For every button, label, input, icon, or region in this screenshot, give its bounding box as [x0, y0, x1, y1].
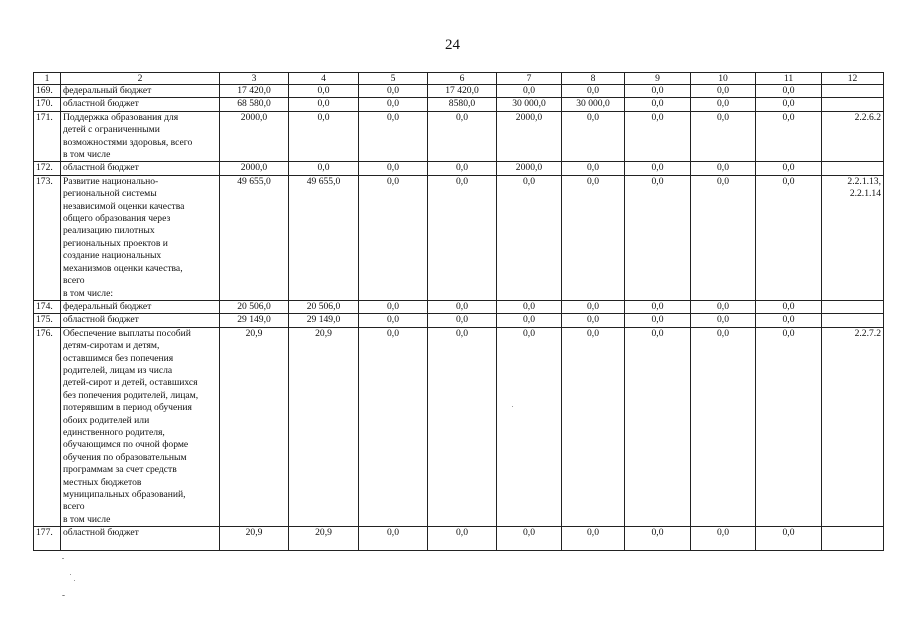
value-cell: 0,0	[756, 300, 822, 313]
value-cell: 49 655,0	[289, 175, 359, 300]
task-code-cell	[822, 162, 884, 175]
value-cell: 0,0	[756, 327, 822, 527]
table-row	[34, 527, 884, 551]
column-header: 1	[34, 73, 61, 85]
budget-table	[33, 72, 884, 551]
value-cell: 20 506,0	[220, 300, 289, 313]
value-cell: 0,0	[359, 111, 428, 162]
task-code-cell: 2.2.7.2	[822, 327, 884, 527]
column-header: 2	[61, 73, 220, 85]
value-cell: 0,0	[756, 85, 822, 98]
value-cell: 0,0	[562, 327, 625, 527]
row-name: Развитие национально- региональной системы независимой оценки качества общего образования через реализацию пилотных региональных проектов и создание национальных механизмов оценки качества, всего в том числе:	[61, 175, 220, 300]
value-cell: 49 655,0	[220, 175, 289, 300]
value-cell: 0,0	[359, 175, 428, 300]
value-cell: 0,0	[497, 85, 562, 98]
value-cell: 0,0	[359, 98, 428, 111]
value-cell: 20,9	[289, 327, 359, 527]
row-name: Обеспечение выплаты пособий детям-сиротам и детям, оставшимся без попечения родителей, лицам из числа детей-сирот и детей, оставшихся без попечения родителей, лицам, потерявшим в период обучения обоих родителей или единственного родителя, обучающимся по очной форме обучения по образовательным программам за счет средств местных бюджетов муниципальных образований, всего в том числе	[61, 327, 220, 527]
value-cell: 2000,0	[220, 162, 289, 175]
row-index: 171.	[34, 111, 61, 162]
value-cell: 0,0	[691, 327, 756, 527]
value-cell: 0,0	[562, 85, 625, 98]
value-cell: 0,0	[562, 527, 625, 551]
column-header: 9	[625, 73, 691, 85]
value-cell: 0,0	[428, 162, 497, 175]
column-header: 10	[691, 73, 756, 85]
scan-speck	[74, 580, 75, 581]
table-row	[34, 327, 884, 527]
value-cell: 17 420,0	[428, 85, 497, 98]
value-cell: 0,0	[691, 111, 756, 162]
value-cell: 29 149,0	[220, 314, 289, 327]
value-cell: 20,9	[289, 527, 359, 551]
row-name: областной бюджет	[61, 314, 220, 327]
table-row	[34, 175, 884, 300]
value-cell: 0,0	[625, 85, 691, 98]
value-cell: 0,0	[289, 98, 359, 111]
row-index: 172.	[34, 162, 61, 175]
value-cell: 0,0	[497, 175, 562, 300]
value-cell: 0,0	[289, 85, 359, 98]
value-cell: 0,0	[497, 300, 562, 313]
value-cell: 30 000,0	[497, 98, 562, 111]
value-cell: 8580,0	[428, 98, 497, 111]
value-cell: 0,0	[625, 314, 691, 327]
value-cell: 0,0	[289, 111, 359, 162]
value-cell: 17 420,0	[220, 85, 289, 98]
value-cell: 0,0	[562, 175, 625, 300]
page-number: 24	[445, 37, 460, 53]
task-code-cell	[822, 85, 884, 98]
value-cell: 0,0	[625, 98, 691, 111]
value-cell: 0,0	[691, 300, 756, 313]
column-header: 11	[756, 73, 822, 85]
scan-speck	[512, 406, 513, 407]
table-row	[34, 98, 884, 111]
row-index: 173.	[34, 175, 61, 300]
task-code-cell: 2.2.6.2	[822, 111, 884, 162]
task-code-cell	[822, 300, 884, 313]
task-code-cell	[822, 527, 884, 551]
value-cell: 0,0	[359, 85, 428, 98]
row-index: 170.	[34, 98, 61, 111]
value-cell: 0,0	[625, 327, 691, 527]
row-index: 169.	[34, 85, 61, 98]
column-header: 5	[359, 73, 428, 85]
value-cell: 0,0	[691, 314, 756, 327]
value-cell: 20,9	[220, 527, 289, 551]
row-name: федеральный бюджет	[61, 300, 220, 313]
column-header: 12	[822, 73, 884, 85]
value-cell: 0,0	[625, 300, 691, 313]
task-code-cell	[822, 314, 884, 327]
row-name: областной бюджет	[61, 527, 220, 551]
column-header: 3	[220, 73, 289, 85]
column-header: 4	[289, 73, 359, 85]
value-cell: 0,0	[756, 175, 822, 300]
row-name: федеральный бюджет	[61, 85, 220, 98]
table-row	[34, 314, 884, 327]
value-cell: 0,0	[562, 111, 625, 162]
value-cell: 0,0	[625, 162, 691, 175]
row-name: областной бюджет	[61, 98, 220, 111]
table-row	[34, 162, 884, 175]
value-cell: 0,0	[562, 300, 625, 313]
value-cell: 2000,0	[497, 111, 562, 162]
value-cell: 0,0	[756, 527, 822, 551]
row-name: областной бюджет	[61, 162, 220, 175]
column-header: 8	[562, 73, 625, 85]
value-cell: 0,0	[428, 314, 497, 327]
value-cell: 0,0	[359, 527, 428, 551]
column-header: 7	[497, 73, 562, 85]
scan-speck	[62, 595, 65, 596]
value-cell: 0,0	[625, 527, 691, 551]
scan-speck	[62, 558, 64, 559]
value-cell: 0,0	[756, 111, 822, 162]
value-cell: 0,0	[497, 327, 562, 527]
row-index: 176.	[34, 327, 61, 527]
row-index: 175.	[34, 314, 61, 327]
value-cell: 0,0	[625, 175, 691, 300]
row-index: 174.	[34, 300, 61, 313]
value-cell: 0,0	[359, 300, 428, 313]
value-cell: 0,0	[691, 175, 756, 300]
value-cell: 0,0	[562, 162, 625, 175]
scan-speck	[70, 574, 71, 575]
value-cell: 0,0	[428, 527, 497, 551]
value-cell: 20,9	[220, 327, 289, 527]
value-cell: 0,0	[562, 314, 625, 327]
column-header: 6	[428, 73, 497, 85]
value-cell: 0,0	[359, 314, 428, 327]
value-cell: 0,0	[756, 162, 822, 175]
value-cell: 0,0	[497, 527, 562, 551]
value-cell: 2000,0	[220, 111, 289, 162]
value-cell: 0,0	[359, 327, 428, 527]
value-cell: 30 000,0	[562, 98, 625, 111]
row-index: 177.	[34, 527, 61, 551]
table-row	[34, 300, 884, 313]
table-row	[34, 85, 884, 98]
header-row	[34, 73, 884, 85]
value-cell: 0,0	[428, 111, 497, 162]
value-cell: 0,0	[756, 98, 822, 111]
value-cell: 0,0	[428, 300, 497, 313]
value-cell: 0,0	[289, 162, 359, 175]
table-row	[34, 111, 884, 162]
value-cell: 0,0	[691, 98, 756, 111]
value-cell: 68 580,0	[220, 98, 289, 111]
task-code-cell: 2.2.1.13, 2.2.1.14	[822, 175, 884, 300]
value-cell: 29 149,0	[289, 314, 359, 327]
value-cell: 0,0	[625, 111, 691, 162]
value-cell: 0,0	[691, 527, 756, 551]
task-code-cell	[822, 98, 884, 111]
value-cell: 0,0	[756, 314, 822, 327]
value-cell: 0,0	[691, 162, 756, 175]
row-name: Поддержка образования для детей с ограниченными возможностями здоровья, всего в том числе	[61, 111, 220, 162]
value-cell: 0,0	[691, 85, 756, 98]
value-cell: 2000,0	[497, 162, 562, 175]
value-cell: 0,0	[497, 314, 562, 327]
value-cell: 0,0	[428, 327, 497, 527]
value-cell: 20 506,0	[289, 300, 359, 313]
value-cell: 0,0	[359, 162, 428, 175]
value-cell: 0,0	[428, 175, 497, 300]
